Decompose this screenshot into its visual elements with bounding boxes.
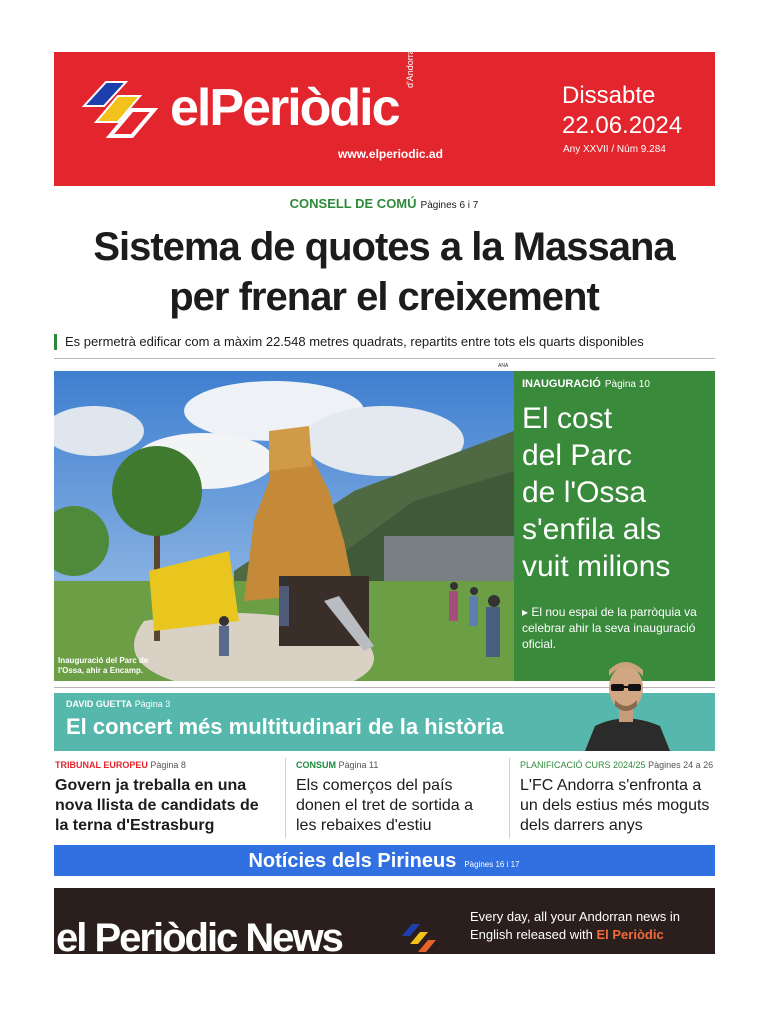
newspaper-logo-mark [78, 76, 158, 156]
issue-date: 22.06.2024 [562, 112, 683, 139]
photo-credit: ANA [498, 363, 509, 369]
story1-kicker [55, 760, 186, 770]
divider [54, 358, 715, 359]
feature-title [522, 400, 710, 585]
photo-caption: Inauguració del Parc de l'Ossa, ahir a Encamp. [58, 656, 149, 675]
news-text: Every day, all your Andorran news in English released with [470, 909, 681, 942]
story2-pages: Pàgina 11 [338, 760, 379, 770]
teaser-title: El concert més multitudinari de la història [66, 714, 504, 739]
masthead-brand: elPeriòdic [170, 79, 399, 137]
pyrenees-pages: Pàgines 16 i 17 [464, 860, 520, 869]
masthead-brand-small: d'Andorra [405, 49, 415, 88]
news-logo-mark [400, 922, 442, 954]
feature-title-line: de l'Ossa [522, 476, 647, 509]
story2-title[interactable]: Els comerços del país donen el tret de sortida a les rebaixes d'estiu [296, 777, 474, 834]
story2-kicker [296, 760, 378, 770]
pyrenees-title: Notícies dels Pirineus [248, 850, 457, 872]
dj-portrait [575, 656, 677, 751]
teaser-kicker [66, 699, 170, 709]
feature-title-line: El cost [522, 402, 613, 435]
story3-section: PLANIFICACIÓ CURS 2024/25 [520, 760, 646, 770]
story1-title[interactable]: Govern ja treballa en una nova llista de candidats de la terna d'Estrasburg [55, 777, 259, 834]
feature-summary: ▸ El nou espai de la parròquia va celebrar ahir la seva inauguració oficial. [522, 605, 697, 651]
lead-kicker [0, 196, 768, 211]
story3-pages: Pàgines 24 a 26 [648, 760, 714, 770]
issue-number: Any XXVII / Núm 9.284 [563, 144, 666, 155]
teaser-section: DAVID GUETTA [66, 699, 133, 709]
pyrenees-heading [0, 849, 768, 877]
lead-pages: Pàgines 6 i 7 [420, 200, 479, 211]
feature-title-line: s'enfila als [522, 513, 662, 546]
masthead-url[interactable]: www.elperiodic.ad [338, 147, 443, 161]
story3-title[interactable]: L'FC Andorra s'enfronta a un dels estius més moguts dels darrers anys [520, 777, 710, 834]
feature-title-line: vuit milions [522, 550, 671, 583]
teaser-pages: Pàgina 3 [134, 699, 171, 709]
story3-kicker [520, 760, 713, 770]
lead-headline-line2: per frenar el creixement [169, 275, 599, 319]
news-promo-text [470, 908, 710, 944]
story1-pages: Pàgina 8 [150, 760, 186, 770]
story2-section: CONSUM [296, 760, 336, 770]
lead-headline[interactable] [0, 222, 768, 322]
lead-section: CONSELL DE COMÚ [289, 196, 417, 211]
lead-subhead: Es permetrà edificar com a màxim 22.548 metres quadrats, repartits entre tots els quarts disponibles [54, 334, 725, 350]
news-brand: el Periòdic News [56, 916, 342, 960]
news-highlight: El Periòdic [596, 927, 664, 942]
feature-section: INAUGURACIÓ [522, 378, 601, 390]
column-divider [285, 758, 286, 838]
lead-headline-line1: Sistema de quotes a la Massana [93, 225, 675, 269]
feature-pages: Pàgina 10 [604, 379, 650, 390]
column-divider [509, 758, 510, 838]
issue-day: Dissabte [562, 82, 656, 109]
feature-kicker [522, 378, 650, 390]
feature-title-line: del Parc [522, 439, 633, 472]
story1-section: TRIBUNAL EUROPEU [55, 760, 148, 770]
park-photo[interactable] [54, 371, 514, 681]
